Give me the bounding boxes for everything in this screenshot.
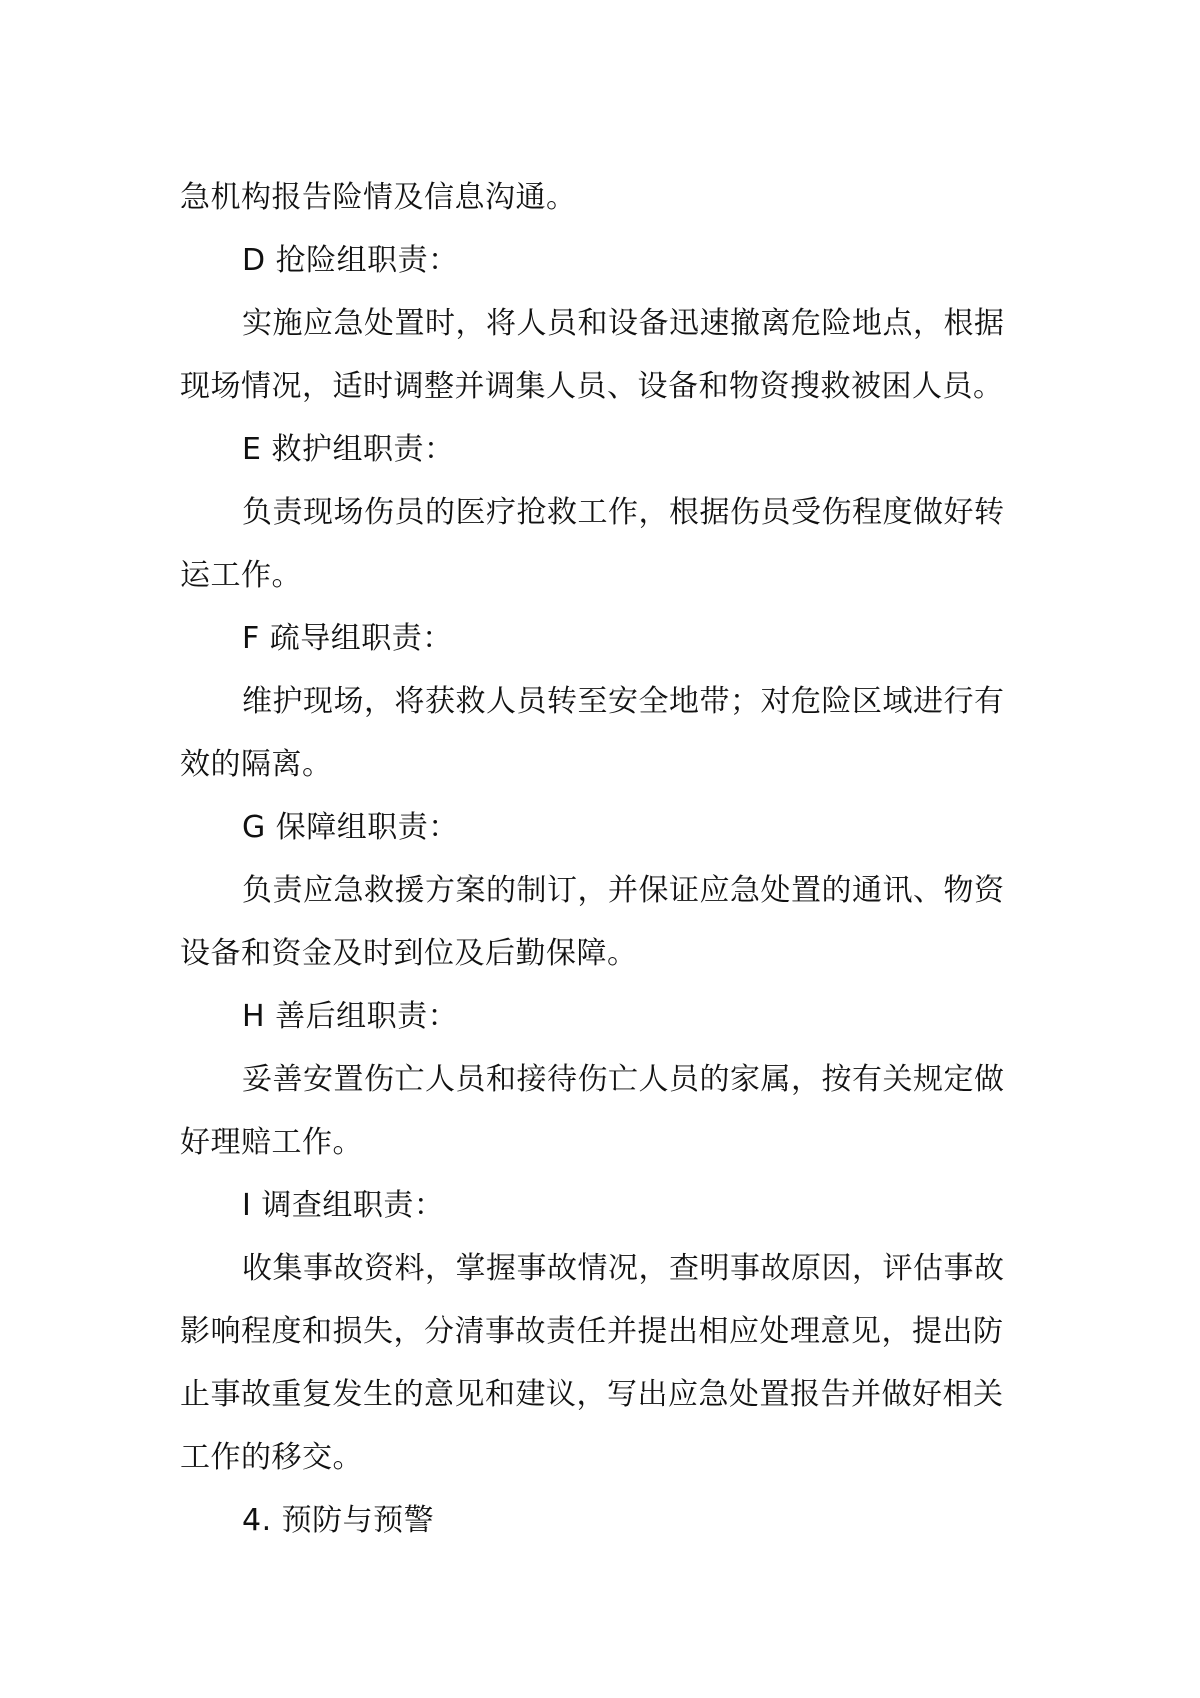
duty-heading-f: F 疏导组职责：	[242, 621, 453, 656]
document-body	[180, 166, 1030, 1552]
section-heading: 4. 预防与预警	[242, 1503, 435, 1538]
paragraph-line: 负责现场伤员的医疗抢救工作，根据伤员受伤程度做好转	[242, 495, 1005, 530]
duty-heading-e: E 救护组职责：	[242, 432, 455, 467]
paragraph-line: 负责应急救援方案的制订，并保证应急处置的通讯、物资	[242, 873, 1005, 908]
duty-heading-i: I 调查组职责：	[242, 1188, 445, 1223]
duty-heading-h: H 善后组职责：	[242, 999, 459, 1034]
duty-heading-d: D 抢险组职责：	[242, 243, 459, 278]
paragraph-line: 运工作。	[180, 558, 302, 593]
paragraph-line: 效的隔离。	[180, 747, 333, 782]
paragraph-line: 工作的移交。	[180, 1440, 363, 1475]
paragraph-line: 影响程度和损失，分清事故责任并提出相应处理意见，提出防	[180, 1314, 1004, 1349]
paragraph-line: 实施应急处置时，将人员和设备迅速撤离危险地点，根据	[242, 306, 1005, 341]
paragraph-line: 止事故重复发生的意见和建议，写出应急处置报告并做好相关	[180, 1377, 1004, 1412]
paragraph-line: 现场情况，适时调整并调集人员、设备和物资搜救被困人员。	[180, 369, 1004, 404]
paragraph-line: 好理赔工作。	[180, 1125, 363, 1160]
paragraph-line: 急机构报告险情及信息沟通。	[180, 180, 577, 215]
paragraph-line: 设备和资金及时到位及后勤保障。	[180, 936, 638, 971]
paragraph-line: 妥善安置伤亡人员和接待伤亡人员的家属，按有关规定做	[242, 1062, 1005, 1097]
paragraph-line: 收集事故资料，掌握事故情况，查明事故原因，评估事故	[242, 1251, 1005, 1286]
duty-heading-g: G 保障组职责：	[242, 810, 459, 845]
paragraph-line: 维护现场，将获救人员转至安全地带；对危险区域进行有	[242, 684, 1005, 719]
